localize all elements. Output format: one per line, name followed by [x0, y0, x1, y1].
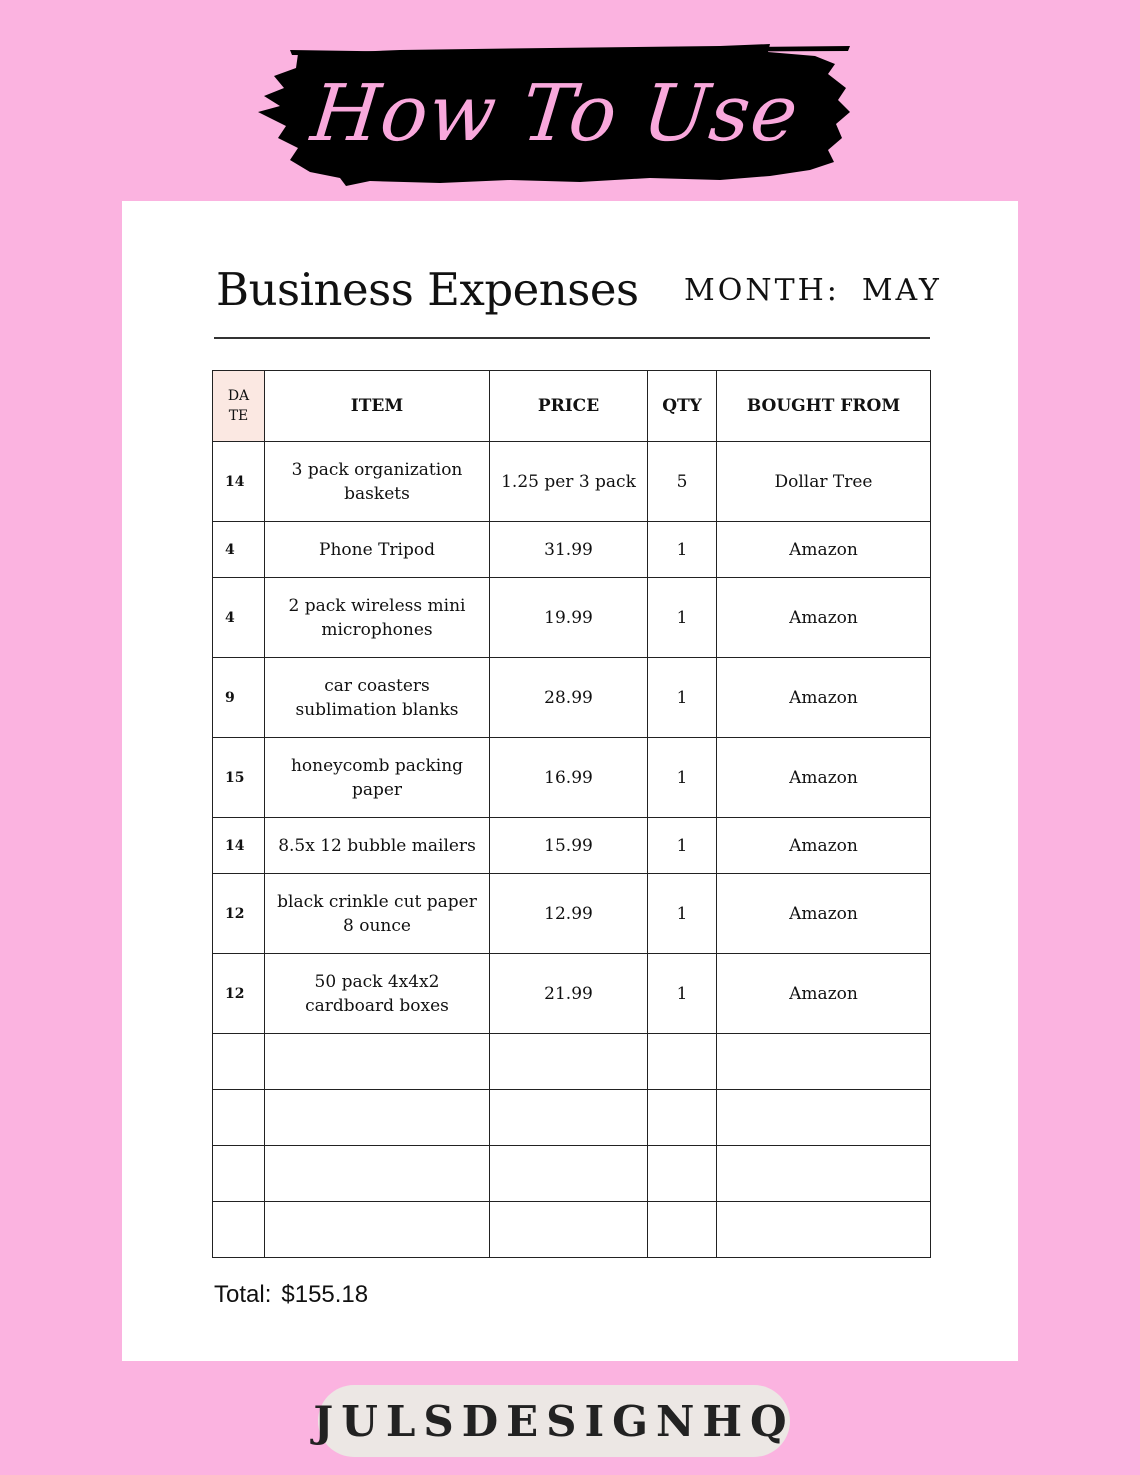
cell-date: 9 — [213, 658, 265, 738]
banner-title: How To Use — [307, 69, 803, 159]
cell-bought-from — [717, 1146, 931, 1202]
cell-date: 4 — [213, 578, 265, 658]
cell-item — [265, 1146, 490, 1202]
month-label: MONTH: — [684, 273, 840, 308]
cell-item: 2 pack wireless mini microphones — [265, 578, 490, 658]
banner — [250, 40, 860, 188]
cell-bought-from: Amazon — [717, 874, 931, 954]
table-row — [213, 658, 931, 738]
cell-bought-from — [717, 1034, 931, 1090]
cell-bought-from — [717, 1090, 931, 1146]
cell-qty: 1 — [648, 658, 717, 738]
cell-price — [490, 1034, 648, 1090]
cell-date — [213, 1034, 265, 1090]
cell-date: 4 — [213, 522, 265, 578]
cell-bought-from: Dollar Tree — [717, 442, 931, 522]
table-row-empty — [213, 1090, 931, 1146]
cell-date — [213, 1090, 265, 1146]
brand-name: JULSDESIGNHQ — [313, 1396, 795, 1446]
cell-date — [213, 1202, 265, 1258]
table-row — [213, 954, 931, 1034]
cell-price: 28.99 — [490, 658, 648, 738]
cell-item — [265, 1034, 490, 1090]
cell-price: 1.25 per 3 pack — [490, 442, 648, 522]
cell-price: 31.99 — [490, 522, 648, 578]
table-row — [213, 442, 931, 522]
cell-price — [490, 1146, 648, 1202]
cell-price: 16.99 — [490, 738, 648, 818]
cell-date: 15 — [213, 738, 265, 818]
cell-qty: 5 — [648, 442, 717, 522]
cell-date: 12 — [213, 874, 265, 954]
cell-bought-from: Amazon — [717, 818, 931, 874]
cell-item — [265, 1202, 490, 1258]
cell-bought-from: Amazon — [717, 658, 931, 738]
table-header-row — [213, 371, 931, 442]
table-row-empty — [213, 1034, 931, 1090]
header-date: DA TE — [213, 371, 265, 442]
header-qty: QTY — [648, 371, 717, 442]
cell-bought-from: Amazon — [717, 738, 931, 818]
cell-price: 19.99 — [490, 578, 648, 658]
cell-date: 14 — [213, 442, 265, 522]
cell-item: 8.5x 12 bubble mailers — [265, 818, 490, 874]
cell-item: Phone Tripod — [265, 522, 490, 578]
table-row-empty — [213, 1202, 931, 1258]
month-value: MAY — [861, 273, 942, 308]
cell-price: 15.99 — [490, 818, 648, 874]
cell-item — [265, 1090, 490, 1146]
table-row — [213, 818, 931, 874]
total-label: Total: — [214, 1281, 272, 1308]
cell-item: car coasters sublimation blanks — [265, 658, 490, 738]
table-row — [213, 738, 931, 818]
cell-price: 12.99 — [490, 874, 648, 954]
cell-price: 21.99 — [490, 954, 648, 1034]
cell-item: 50 pack 4x4x2 cardboard boxes — [265, 954, 490, 1034]
cell-bought-from: Amazon — [717, 578, 931, 658]
cell-qty — [648, 1090, 717, 1146]
cell-bought-from: Amazon — [717, 954, 931, 1034]
cell-qty — [648, 1034, 717, 1090]
cell-item: honeycomb packing paper — [265, 738, 490, 818]
header-bought-from: BOUGHT FROM — [717, 371, 931, 442]
table-row-empty — [213, 1146, 931, 1202]
table-row — [213, 522, 931, 578]
cell-item: black crinkle cut paper 8 ounce — [265, 874, 490, 954]
total-value: $155.18 — [281, 1281, 369, 1308]
month-field — [684, 273, 942, 308]
cell-qty: 1 — [648, 522, 717, 578]
expense-table — [212, 370, 931, 1258]
cell-price — [490, 1202, 648, 1258]
cell-qty: 1 — [648, 954, 717, 1034]
cell-date: 14 — [213, 818, 265, 874]
cell-bought-from — [717, 1202, 931, 1258]
title-divider — [214, 337, 930, 339]
cell-qty — [648, 1202, 717, 1258]
cell-qty: 1 — [648, 818, 717, 874]
sheet-title: Business Expenses — [216, 263, 639, 316]
table-row — [213, 578, 931, 658]
total-line — [214, 1281, 368, 1309]
brand-footer — [313, 1385, 795, 1457]
cell-qty: 1 — [648, 874, 717, 954]
cell-qty: 1 — [648, 578, 717, 658]
cell-qty — [648, 1146, 717, 1202]
expense-sheet — [122, 201, 1018, 1361]
table-row — [213, 874, 931, 954]
cell-item: 3 pack organization baskets — [265, 442, 490, 522]
cell-date: 12 — [213, 954, 265, 1034]
header-item: ITEM — [265, 371, 490, 442]
cell-date — [213, 1146, 265, 1202]
header-price: PRICE — [490, 371, 648, 442]
cell-qty: 1 — [648, 738, 717, 818]
cell-bought-from: Amazon — [717, 522, 931, 578]
cell-price — [490, 1090, 648, 1146]
